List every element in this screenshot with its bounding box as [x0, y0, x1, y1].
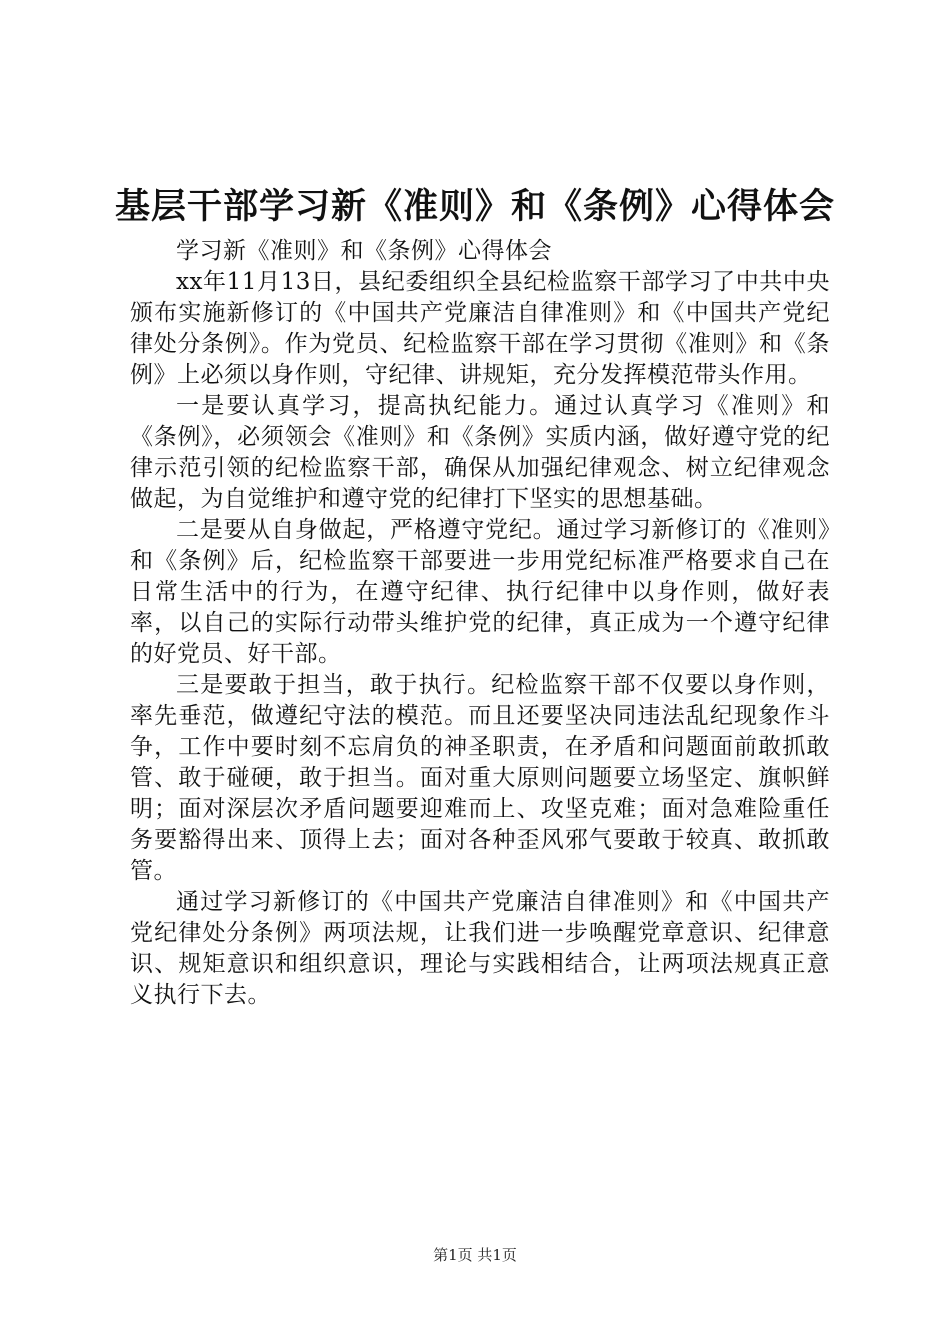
document-title: 基层干部学习新《准则》和《条例》心得体会 [114, 187, 835, 227]
point-one-paragraph: 一是要认真学习，提高执纪能力。通过认真学习《准则》和《条例》，必须领会《准则》和《条例》实质内涵，做好遵守党的纪律示范引领的纪检监察干部，确保从加强纪律观念、树立纪律观念做起，为自觉维护和遵守党的纪律打下坚实的思想基础。 [130, 393, 830, 512]
point-three-paragraph: 三是要敢于担当，敢于执行。纪检监察干部不仅要以身作则，率先垂范，做遵纪守法的模范。而且还要坚决同违法乱纪现象作斗争，工作中要时刻不忘肩负的神圣职责，在矛盾和问题面前敢抓敢管、敢于碰硬，敢于担当。面对重大原则问题要立场坚定、旗帜鲜明；面对深层次矛盾问题要迎难而上、攻坚克难；面对急难险重任务要豁得出来、顶得上去；面对各种歪风邪气要敢于较真、敢抓敢管。 [130, 672, 830, 884]
document-body [130, 236, 830, 1011]
conclusion-paragraph: 通过学习新修订的《中国共产党廉洁自律准则》和《中国共产党纪律处分条例》两项法规，让我们进一步唤醒党章意识、纪律意识、规矩意识和组织意识，理论与实践相结合，让两项法规真正意义执行下去。 [130, 889, 830, 1008]
intro-paragraph: xx年11月13日，县纪委组织全县纪检监察干部学习了中共中央颁布实施新修订的《中国共产党廉洁自律准则》和《中国共产党纪律处分条例》。作为党员、纪检监察干部在学习贯彻《准则》和《条例》上必须以身作则，守纪律、讲规矩，充分发挥模范带头作用。 [130, 269, 830, 388]
subtitle-paragraph: 学习新《准则》和《条例》心得体会 [176, 238, 552, 264]
point-two-paragraph: 二是要从自身做起，严格遵守党纪。通过学习新修订的《准则》和《条例》后，纪检监察干部要进一步用党纪标准严格要求自己在日常生活中的行为，在遵守纪律、执行纪律中以身作则，做好表率，以自己的实际行动带头维护党的纪律，真正成为一个遵守纪律的好党员、好干部。 [130, 517, 830, 667]
page-number-footer: 第1页 共1页 [433, 1246, 517, 1264]
